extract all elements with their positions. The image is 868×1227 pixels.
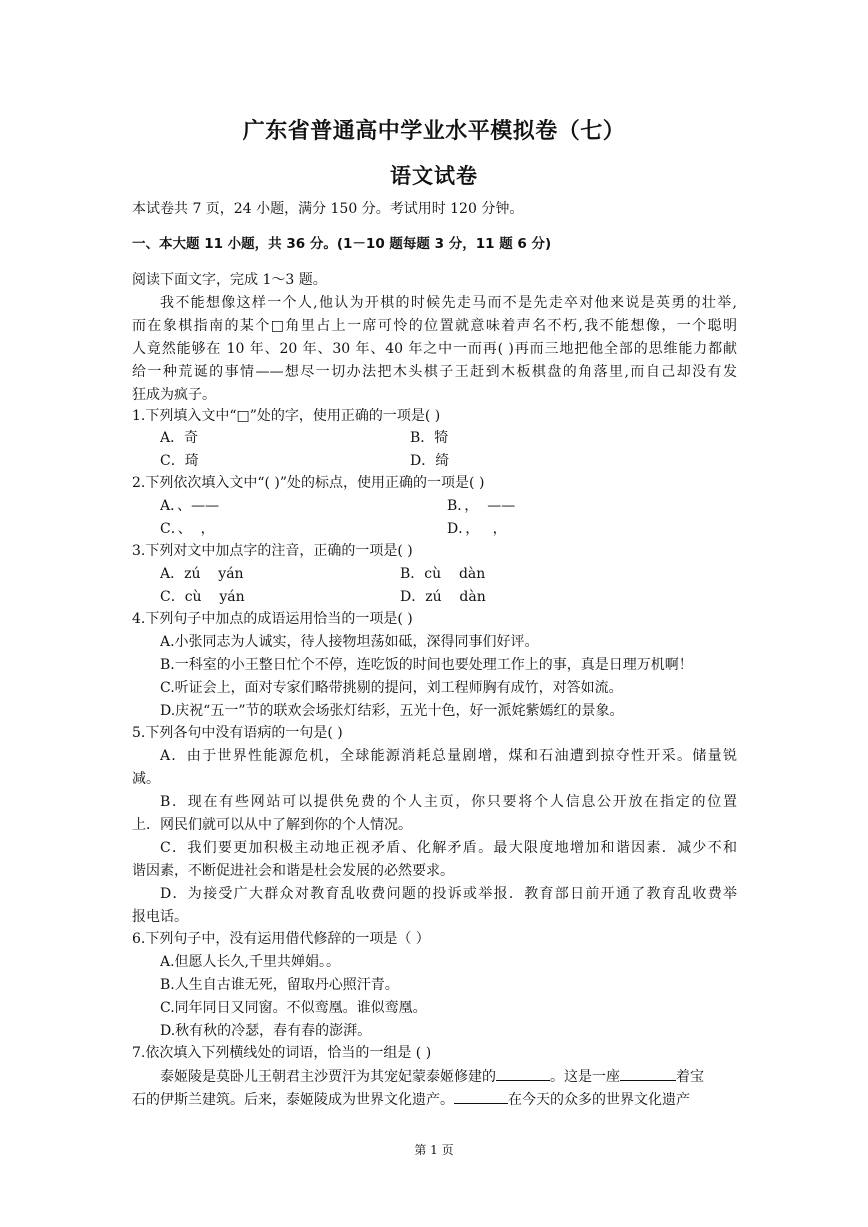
question-1-option-a: A．奇: [160, 430, 199, 446]
question-4-option-a: A.小张同志为人诚实，待人接物坦荡如砥，深得同事们好评。: [160, 634, 539, 650]
fill-blank-3[interactable]: [454, 1089, 508, 1104]
question-5-option-c-line-2: 谐因素，不断促进社会和谐是杜会发展的必然要求。: [132, 863, 454, 879]
question-7-passage-line-2: [132, 1089, 690, 1110]
question-6-option-b: B.人生自古谁无死，留取丹心照汗青。: [160, 977, 399, 993]
passage-line-3: 人竟然能够在 10 年、20 年、30 年、40 年之中一而再( )再而三地把他全部的思维能力都献: [132, 341, 737, 357]
question-5-option-c-line-1: C．我们要更加积极主动地正视矛盾、化解矛盾。最大限度地增加和谐因素．减少不和: [160, 840, 737, 856]
question-4-option-c: C.听证会上，面对专家们略带挑剔的提问，刘工程师胸有成竹，对答如流。: [160, 680, 623, 696]
question-7-text-5: 在今天的众多的世界文化遗产: [508, 1092, 690, 1108]
question-3-option-b: B．cù dàn: [400, 566, 486, 582]
question-5-option-a-line-2: 减。: [132, 771, 160, 787]
question-3-option-c: C．cù yán: [160, 589, 245, 605]
question-2-option-c: C．、 ，: [160, 521, 215, 537]
question-1-option-c: C．琦: [160, 453, 199, 469]
reading-prompt: 阅读下面文字，完成 1～3 题。: [132, 272, 327, 288]
passage-line-5: 狂成为疯子。: [132, 387, 216, 403]
question-1-stem: 1.下列填入文中“□”处的字，使用正确的一项是( ): [132, 408, 441, 424]
exam-title: 广东省普通高中学业水平模拟卷（七）: [242, 119, 626, 144]
passage-line-1: 我不能想像这样一个人,他认为开棋的时候先走马而不是先走卒对他来说是英勇的壮举,: [160, 295, 737, 311]
fill-blank-1[interactable]: [496, 1066, 550, 1081]
question-5-option-a-line-1: A．由于世界性能源危机，全球能源消耗总量剧增，煤和石油遭到掠夺性开采。储量锐: [160, 748, 737, 764]
question-6-option-a: A.但愿人长久,千里共婵娟。。: [160, 954, 341, 970]
question-4-option-d: D.庆祝“五一”节的联欢会场张灯结彩，五光十色，好一派姹紫嫣红的景象。: [160, 703, 624, 719]
question-5-option-d-line-2: 报电话。: [132, 909, 188, 925]
question-4-stem: 4.下列句子中加点的成语运用恰当的一项是( ): [132, 611, 413, 627]
question-2-option-a: A．、——: [160, 498, 220, 514]
question-5-option-b-line-1: B．现在有些网站可以提供免费的个人主页，你只要将个人信息公开放在指定的位置: [160, 794, 737, 810]
exam-intro: 本试卷共 7 页，24 小题，满分 150 分。考试用时 120 分钟。: [132, 201, 524, 217]
question-6-option-d: D.秋有秋的冷瑟，春有春的澎湃。: [160, 1023, 372, 1039]
question-7-text-2: 。这是一座: [550, 1069, 620, 1085]
question-7-text-3: 着宝: [676, 1069, 704, 1085]
question-1-option-d: D．绮: [410, 453, 450, 469]
question-6-option-c: C.同年同日又同窗。不似鸾凰。谁似鸾凰。: [160, 1000, 427, 1016]
question-2-option-b: B．， ——: [447, 498, 516, 514]
question-3-option-d: D．zú dàn: [400, 589, 486, 605]
question-5-stem: 5.下列各句中没有语病的一句是( ): [132, 725, 343, 741]
question-7-text-4: 石的伊斯兰建筑。后来，泰姬陵成为世界文化遗产。: [132, 1092, 454, 1108]
question-6-stem: 6.下列句子中，没有运用借代修辞的一项是（ ）: [132, 931, 430, 947]
question-7-text-1: 泰姬陵是莫卧儿王朝君主沙贾汗为其宠妃蒙泰姬修建的: [160, 1069, 496, 1085]
question-3-option-a: A．zú yán: [160, 566, 244, 582]
question-1-option-b: B．犄: [410, 430, 449, 446]
question-5-option-d-line-1: D．为接受广大群众对教育乱收费问题的投诉或举报．教育部日前开通了教育乱收费举: [160, 886, 737, 902]
question-4-option-b: B.一科室的小王整日忙个不停，连吃饭的时间也要处理工作上的事，真是日理万机啊！: [160, 657, 693, 673]
passage-line-2: 而在象棋指南的某个□角里占上一席可怜的位置就意味着声名不朽,我不能想像，一个聪明: [132, 318, 737, 334]
section-heading: 一、本大题 11 小题，共 36 分。(1－10 题每题 3 分，11 题 6 分): [132, 236, 552, 252]
question-7-stem: 7.依次填入下列横线处的词语，恰当的一组是 ( ): [132, 1045, 432, 1061]
passage-line-4: 给一种荒诞的事情——想尽一切办法把木头棋子王赶到木板棋盘的角落里,而自己却没有发: [132, 364, 737, 380]
question-2-stem: 2.下列依次填入文中“( )”处的标点，使用正确的一项是( ): [132, 475, 485, 491]
fill-blank-2[interactable]: [620, 1066, 676, 1081]
question-2-option-d: D．， ，: [447, 521, 507, 537]
exam-subtitle: 语文试卷: [390, 164, 478, 188]
question-5-option-b-line-2: 上．网民们就可以从中了解到你的个人情况。: [132, 817, 412, 833]
question-3-stem: 3.下列对文中加点字的注音，正确的一项是( ): [132, 543, 413, 559]
page-number: 第 1 页: [414, 1143, 454, 1157]
question-7-passage-line-1: [160, 1066, 704, 1087]
